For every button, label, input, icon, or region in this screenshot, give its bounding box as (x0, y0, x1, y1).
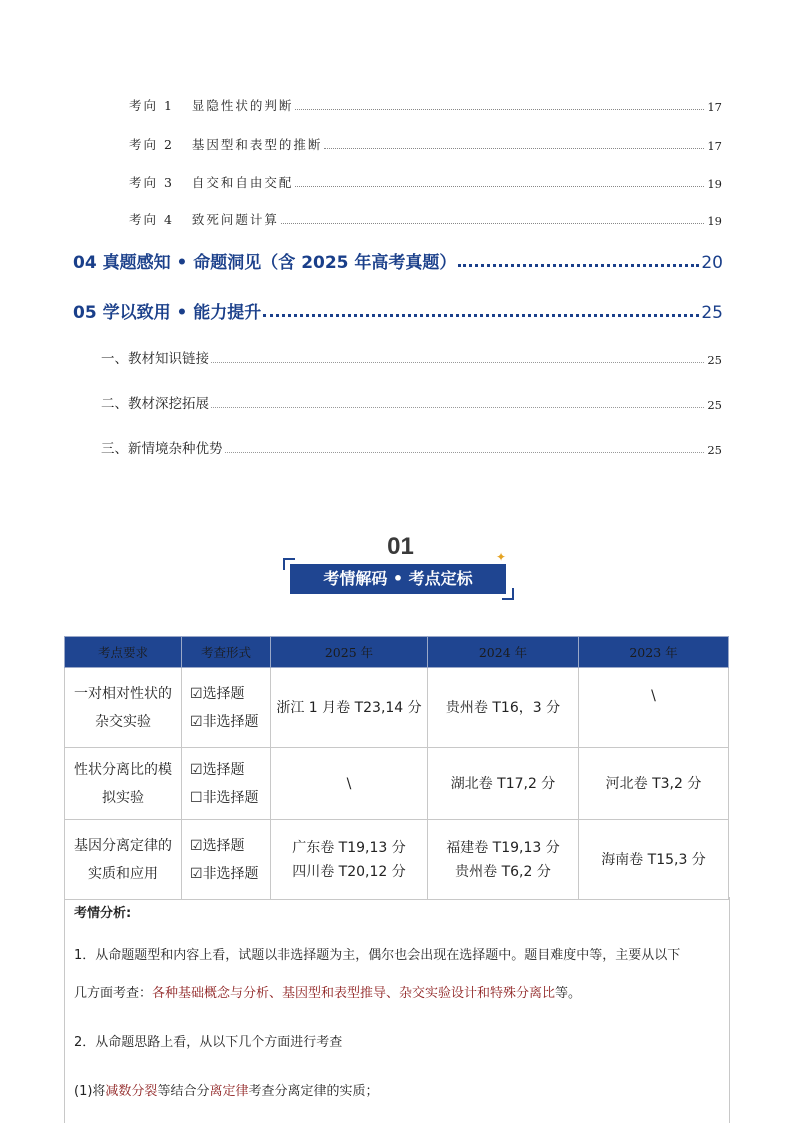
checkbox-unchecked-icon: ☐ (190, 789, 203, 806)
toc-entry[interactable] (129, 210, 722, 228)
toc-page-number: 19 (707, 177, 722, 191)
table-row (65, 820, 729, 900)
topic-line: 性状分离比的模 (74, 761, 172, 778)
year-cell (271, 748, 428, 820)
column-header: 2025 年 (271, 637, 428, 668)
year-cell (579, 748, 729, 820)
table-row (65, 668, 729, 748)
toc-section-label: 05 学以致用 • 能力提升 (73, 303, 262, 323)
checkbox-checked-icon: ☑ (190, 713, 203, 730)
toc-section-entry[interactable] (73, 248, 723, 273)
topic-cell (65, 668, 182, 748)
toc-page-number: 25 (707, 398, 722, 412)
exam-source: \ (346, 775, 352, 792)
exam-source: 福建卷 T19,13 分 (446, 839, 560, 856)
topic-line: 实质和应用 (88, 865, 158, 882)
toc-leader (211, 361, 704, 363)
column-header: 考点要求 (65, 637, 182, 668)
topic-line: 基因分离定律的 (74, 837, 172, 854)
toc-leader (324, 147, 704, 149)
analysis-text: (1)将 (74, 1084, 106, 1099)
analysis-highlight: 离定律 (209, 1084, 249, 1099)
toc-entry-label: 三、新情境杂种优势 (101, 441, 223, 457)
year-cell (271, 820, 428, 900)
toc-page-number: 25 (707, 443, 722, 457)
exam-source: 河北卷 T3,2 分 (605, 775, 702, 792)
exam-source: 贵州卷 T16，3 分 (445, 699, 561, 716)
form-option (190, 680, 269, 708)
toc-page-number: 17 (707, 139, 722, 153)
toc-entry[interactable] (101, 347, 722, 367)
section-title: 考情解码 • 考点定标 (290, 564, 506, 594)
checkbox-checked-icon: ☑ (190, 685, 203, 702)
analysis-paragraph (74, 939, 721, 973)
toc-page-number: 25 (707, 353, 722, 367)
topic-cell (65, 820, 182, 900)
year-cell (579, 668, 729, 748)
analysis-heading: 考情分析: (74, 906, 132, 921)
toc-page-number: 20 (701, 253, 723, 273)
exam-table (64, 636, 729, 900)
exam-source: 广东卷 T19,13 分 (292, 839, 406, 856)
form-cell (182, 748, 271, 820)
analysis-text: 考查分离定律的实质； (248, 1084, 379, 1099)
toc-leader (263, 313, 699, 317)
section-banner (283, 533, 518, 603)
checkbox-checked-icon: ☑ (190, 837, 203, 854)
form-option (190, 756, 269, 784)
analysis-paragraph (74, 1075, 721, 1109)
year-cell (428, 820, 579, 900)
toc-entry-label: 考向 1 显隐性状的判断 (129, 98, 294, 113)
toc-page-number: 17 (707, 100, 722, 114)
form-label: 选择题 (202, 837, 245, 854)
form-cell (182, 820, 271, 900)
analysis-text: 等。 (555, 986, 582, 1001)
toc-entry-label: 考向 2 基因型和表型的推断 (129, 137, 323, 152)
toc-entry[interactable] (129, 96, 722, 114)
toc-entry-label: 考向 4 致死问题计算 (129, 212, 279, 227)
exam-source: 湖北卷 T17,2 分 (450, 775, 556, 792)
exam-source: 贵州卷 T6,2 分 (455, 863, 551, 880)
toc-page-number: 25 (701, 303, 723, 323)
section-number: 01 (387, 533, 414, 560)
analysis-highlight: 减数分裂 (105, 1084, 158, 1099)
toc-entry-label: 一、教材知识链接 (101, 351, 209, 367)
exam-source: 浙江 1 月卷 T23,14 分 (276, 699, 422, 716)
analysis-text: 等结合分 (157, 1084, 210, 1099)
form-label: 非选择题 (202, 865, 259, 882)
toc-entry-label: 二、教材深挖拓展 (101, 396, 209, 412)
form-option (190, 784, 269, 812)
toc-leader (211, 406, 704, 408)
year-cell (271, 668, 428, 748)
checkbox-checked-icon: ☑ (190, 865, 203, 882)
analysis-text: 2．从命题思路上看，从以下几个方面进行考查 (74, 1035, 343, 1050)
form-option (190, 860, 269, 888)
toc-section-entry[interactable] (73, 298, 723, 323)
toc-entry[interactable] (101, 392, 722, 412)
form-cell (182, 668, 271, 748)
corner-bracket-icon (502, 588, 514, 600)
toc-leader (295, 108, 704, 110)
analysis-paragraph (74, 1026, 721, 1060)
toc-section-label: 04 真题感知 • 命题洞见（含 2025 年高考真题） (73, 253, 457, 273)
exam-source: 海南卷 T15,3 分 (601, 851, 706, 868)
year-cell (579, 820, 729, 900)
topic-line: 拟实验 (102, 789, 144, 806)
toc-entry[interactable] (129, 135, 722, 153)
form-label: 非选择题 (202, 713, 259, 730)
topic-line: 杂交实验 (95, 713, 151, 730)
sparkle-icon: ✦ (496, 550, 507, 564)
toc-entry-label: 考向 3 自交和自由交配 (129, 175, 294, 190)
table-header-row (65, 637, 729, 668)
form-option (190, 832, 269, 860)
analysis-box (64, 897, 730, 1123)
toc-leader (281, 222, 704, 224)
year-cell (428, 748, 579, 820)
analysis-highlight: 各种基础概念与分析、基因型和表型推导、杂交实验设计和特殊分离比 (152, 986, 556, 1001)
year-cell (428, 668, 579, 748)
checkbox-checked-icon: ☑ (190, 761, 203, 778)
analysis-text: 几方面考查： (74, 986, 153, 1001)
form-label: 选择题 (202, 761, 245, 778)
topic-line: 一对相对性状的 (74, 685, 172, 702)
toc-leader (295, 185, 704, 187)
toc-page-number: 19 (707, 214, 722, 228)
analysis-paragraph (74, 977, 721, 1011)
column-header: 2023 年 (579, 637, 729, 668)
form-label: 非选择题 (202, 789, 259, 806)
column-header: 2024 年 (428, 637, 579, 668)
table-row (65, 748, 729, 820)
topic-cell (65, 748, 182, 820)
column-header: 考查形式 (182, 637, 271, 668)
form-option (190, 708, 269, 736)
toc-entry[interactable] (101, 437, 722, 457)
analysis-text: 1．从命题题型和内容上看，试题以非选择题为主，偶尔也会出现在选择题中。题目难度中等，主要从以下 (74, 948, 681, 963)
toc-leader (458, 263, 699, 267)
toc-entry[interactable] (129, 173, 722, 191)
toc-leader (225, 451, 705, 453)
form-label: 选择题 (202, 685, 245, 702)
exam-source: 四川卷 T20,12 分 (292, 863, 406, 880)
exam-source: \ (651, 688, 656, 704)
